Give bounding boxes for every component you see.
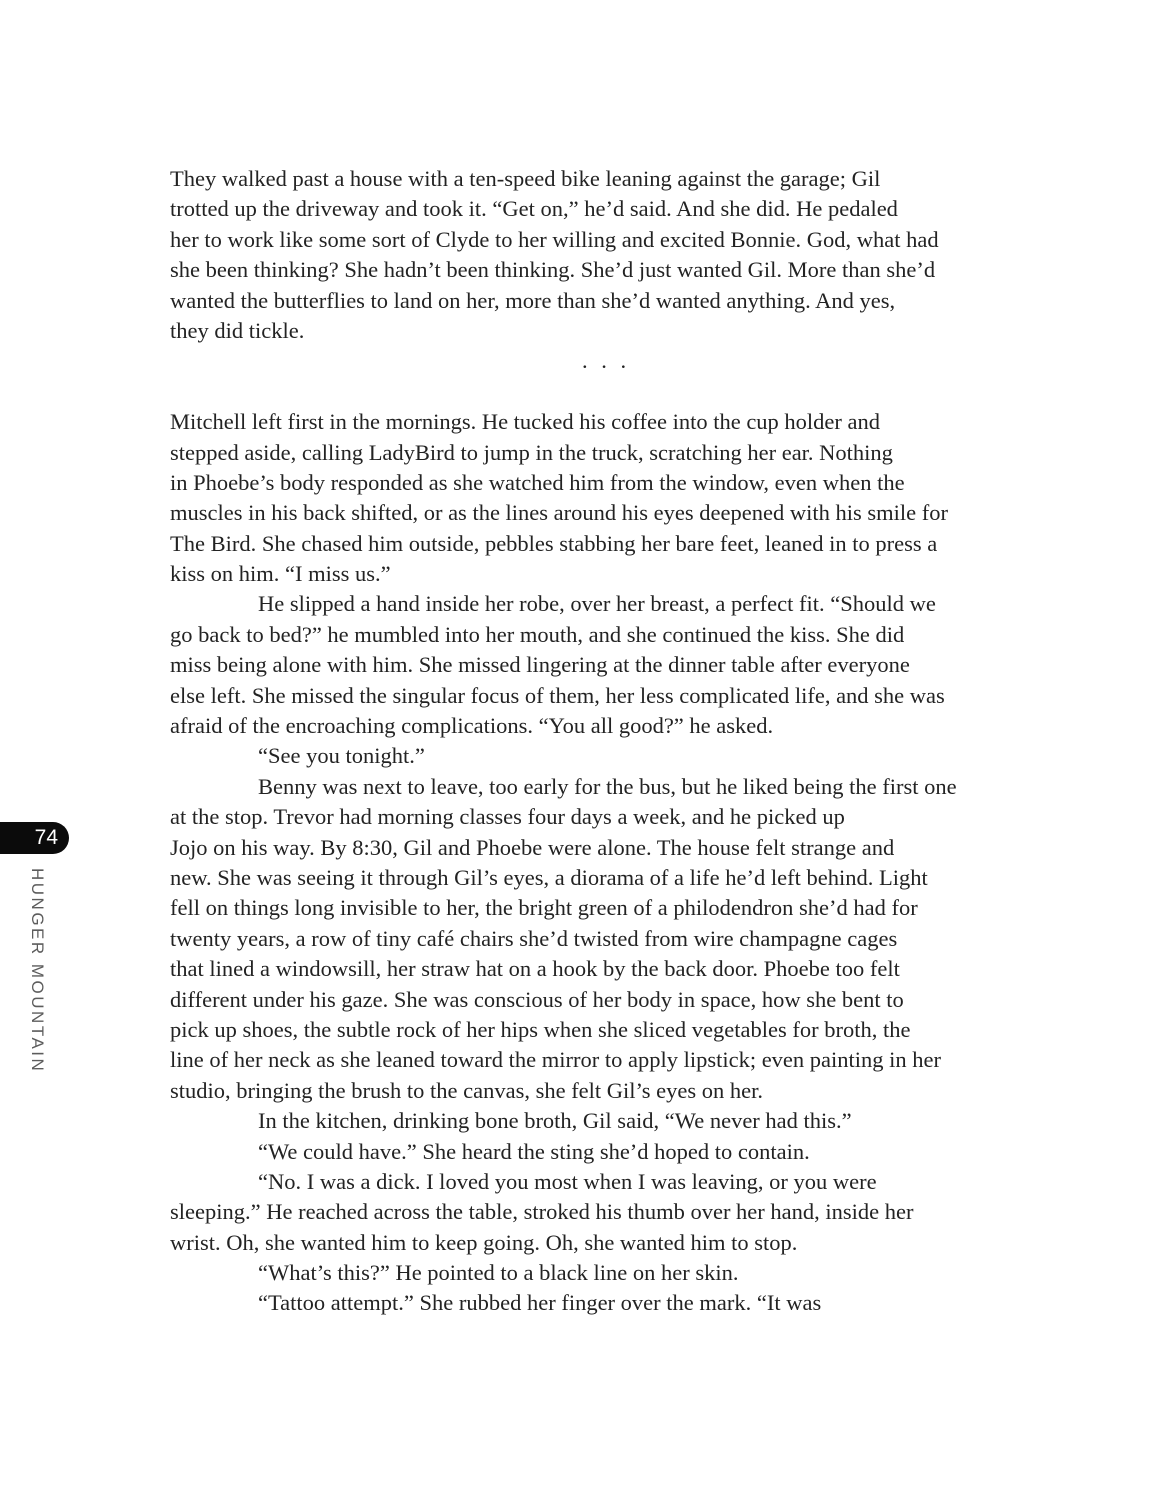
text-line: go back to bed?” he mumbled into her mouth, and she continued the kiss. She did — [170, 621, 905, 647]
text-line: stepped aside, calling LadyBird to jump in the truck, scratching her ear. Nothing — [170, 439, 893, 465]
text-line: Jojo on his way. By 8:30, Gil and Phoebe were alone. The house felt strange and — [170, 834, 895, 860]
text-line: she been thinking? She hadn’t been thinking. She’d just wanted Gil. More than she’d — [170, 257, 936, 283]
text-line: her to work like some sort of Clyde to her willing and excited Bonnie. God, what had — [170, 226, 939, 252]
section-break: . . . — [581, 348, 631, 374]
text-block — [170, 164, 1042, 1319]
text-line: pick up shoes, the subtle rock of her hips when she sliced vegetables for broth, the — [170, 1016, 911, 1042]
page-number-tab — [0, 822, 69, 854]
text-line: different under his gaze. She was conscious of her body in space, how she bent to — [170, 986, 904, 1012]
text-line: in Phoebe’s body responded as she watched him from the window, even when the — [170, 469, 905, 495]
text-line: wanted the butterflies to land on her, more than she’d wanted anything. And yes, — [170, 287, 896, 313]
text-line: line of her neck as she leaned toward the mirror to apply lipstick; even painting in her — [170, 1047, 942, 1073]
text-line: “Tattoo attempt.” She rubbed her finger over the mark. “It was — [258, 1290, 822, 1316]
text-line: that lined a windowsill, her straw hat on a hook by the back door. Phoebe too felt — [170, 956, 900, 982]
text-line: “See you tonight.” — [258, 743, 425, 769]
paragraph — [170, 1106, 1042, 1136]
text-line: Mitchell left first in the mornings. He tucked his coffee into the cup holder and — [170, 409, 881, 435]
text-line: studio, bringing the brush to the canvas, she felt Gil’s eyes on her. — [170, 1077, 764, 1103]
paragraph — [170, 1167, 1042, 1258]
paragraph — [170, 1258, 1042, 1288]
text-line: “What’s this?” He pointed to a black line on her skin. — [258, 1260, 739, 1286]
text-line: they did tickle. — [170, 317, 305, 343]
text-line: “We could have.” She heard the sting she’d hoped to contain. — [258, 1138, 810, 1164]
text-line: In the kitchen, drinking bone broth, Gil said, “We never had this.” — [258, 1108, 852, 1134]
text-line: sleeping.” He reached across the table, stroked his thumb over her hand, inside her — [170, 1199, 914, 1225]
paragraph — [170, 407, 1042, 589]
text-line: They walked past a house with a ten-speed bike leaning against the garage; Gil — [170, 166, 881, 191]
text-line: wrist. Oh, she wanted him to keep going. Oh, she wanted him to stop. — [170, 1229, 798, 1255]
text-line: afraid of the encroaching complications. “You all good?” he asked. — [170, 713, 774, 739]
text-line: The Bird. She chased him outside, pebbles stabbing her bare feet, leaned in to press a — [170, 530, 938, 556]
paragraph — [170, 164, 1042, 346]
text-line: trotted up the driveway and took it. “Get on,” he’d said. And she did. He pedaled — [170, 196, 898, 222]
text-line: muscles in his back shifted, or as the lines around his eyes deepened with his smile for — [170, 500, 948, 526]
paragraph — [170, 1288, 1042, 1318]
paragraph — [170, 741, 1042, 771]
text-line: “No. I was a dick. I loved you most when I was leaving, or you were — [258, 1168, 877, 1194]
text-line: twenty years, a row of tiny café chairs she’d twisted from wire champagne cages — [170, 925, 898, 951]
paragraph — [170, 772, 1042, 1106]
text-line: He slipped a hand inside her robe, over her breast, a perfect fit. “Should we — [258, 591, 936, 617]
text-line: at the stop. Trevor had morning classes four days a week, and he picked up — [170, 804, 845, 830]
paragraph — [170, 589, 1042, 741]
page-number: 74 — [34, 826, 58, 849]
text-line: new. She was seeing it through Gil’s eyes, a diorama of a life he’d left behind. Light — [170, 864, 928, 890]
text-line: miss being alone with him. She missed lingering at the dinner table after everyone — [170, 652, 910, 678]
text-line: kiss on him. “I miss us.” — [170, 561, 391, 587]
paragraph — [170, 1137, 1042, 1167]
text-line: fell on things long invisible to her, the bright green of a philodendron she’d had for — [170, 895, 918, 921]
text-line: else left. She missed the singular focus of them, her less complicated life, and she was — [170, 682, 945, 708]
journal-title-vertical: HUNGER MOUNTAIN — [28, 868, 47, 1074]
text-line: Benny was next to leave, too early for the bus, but he liked being the first one — [258, 773, 957, 799]
